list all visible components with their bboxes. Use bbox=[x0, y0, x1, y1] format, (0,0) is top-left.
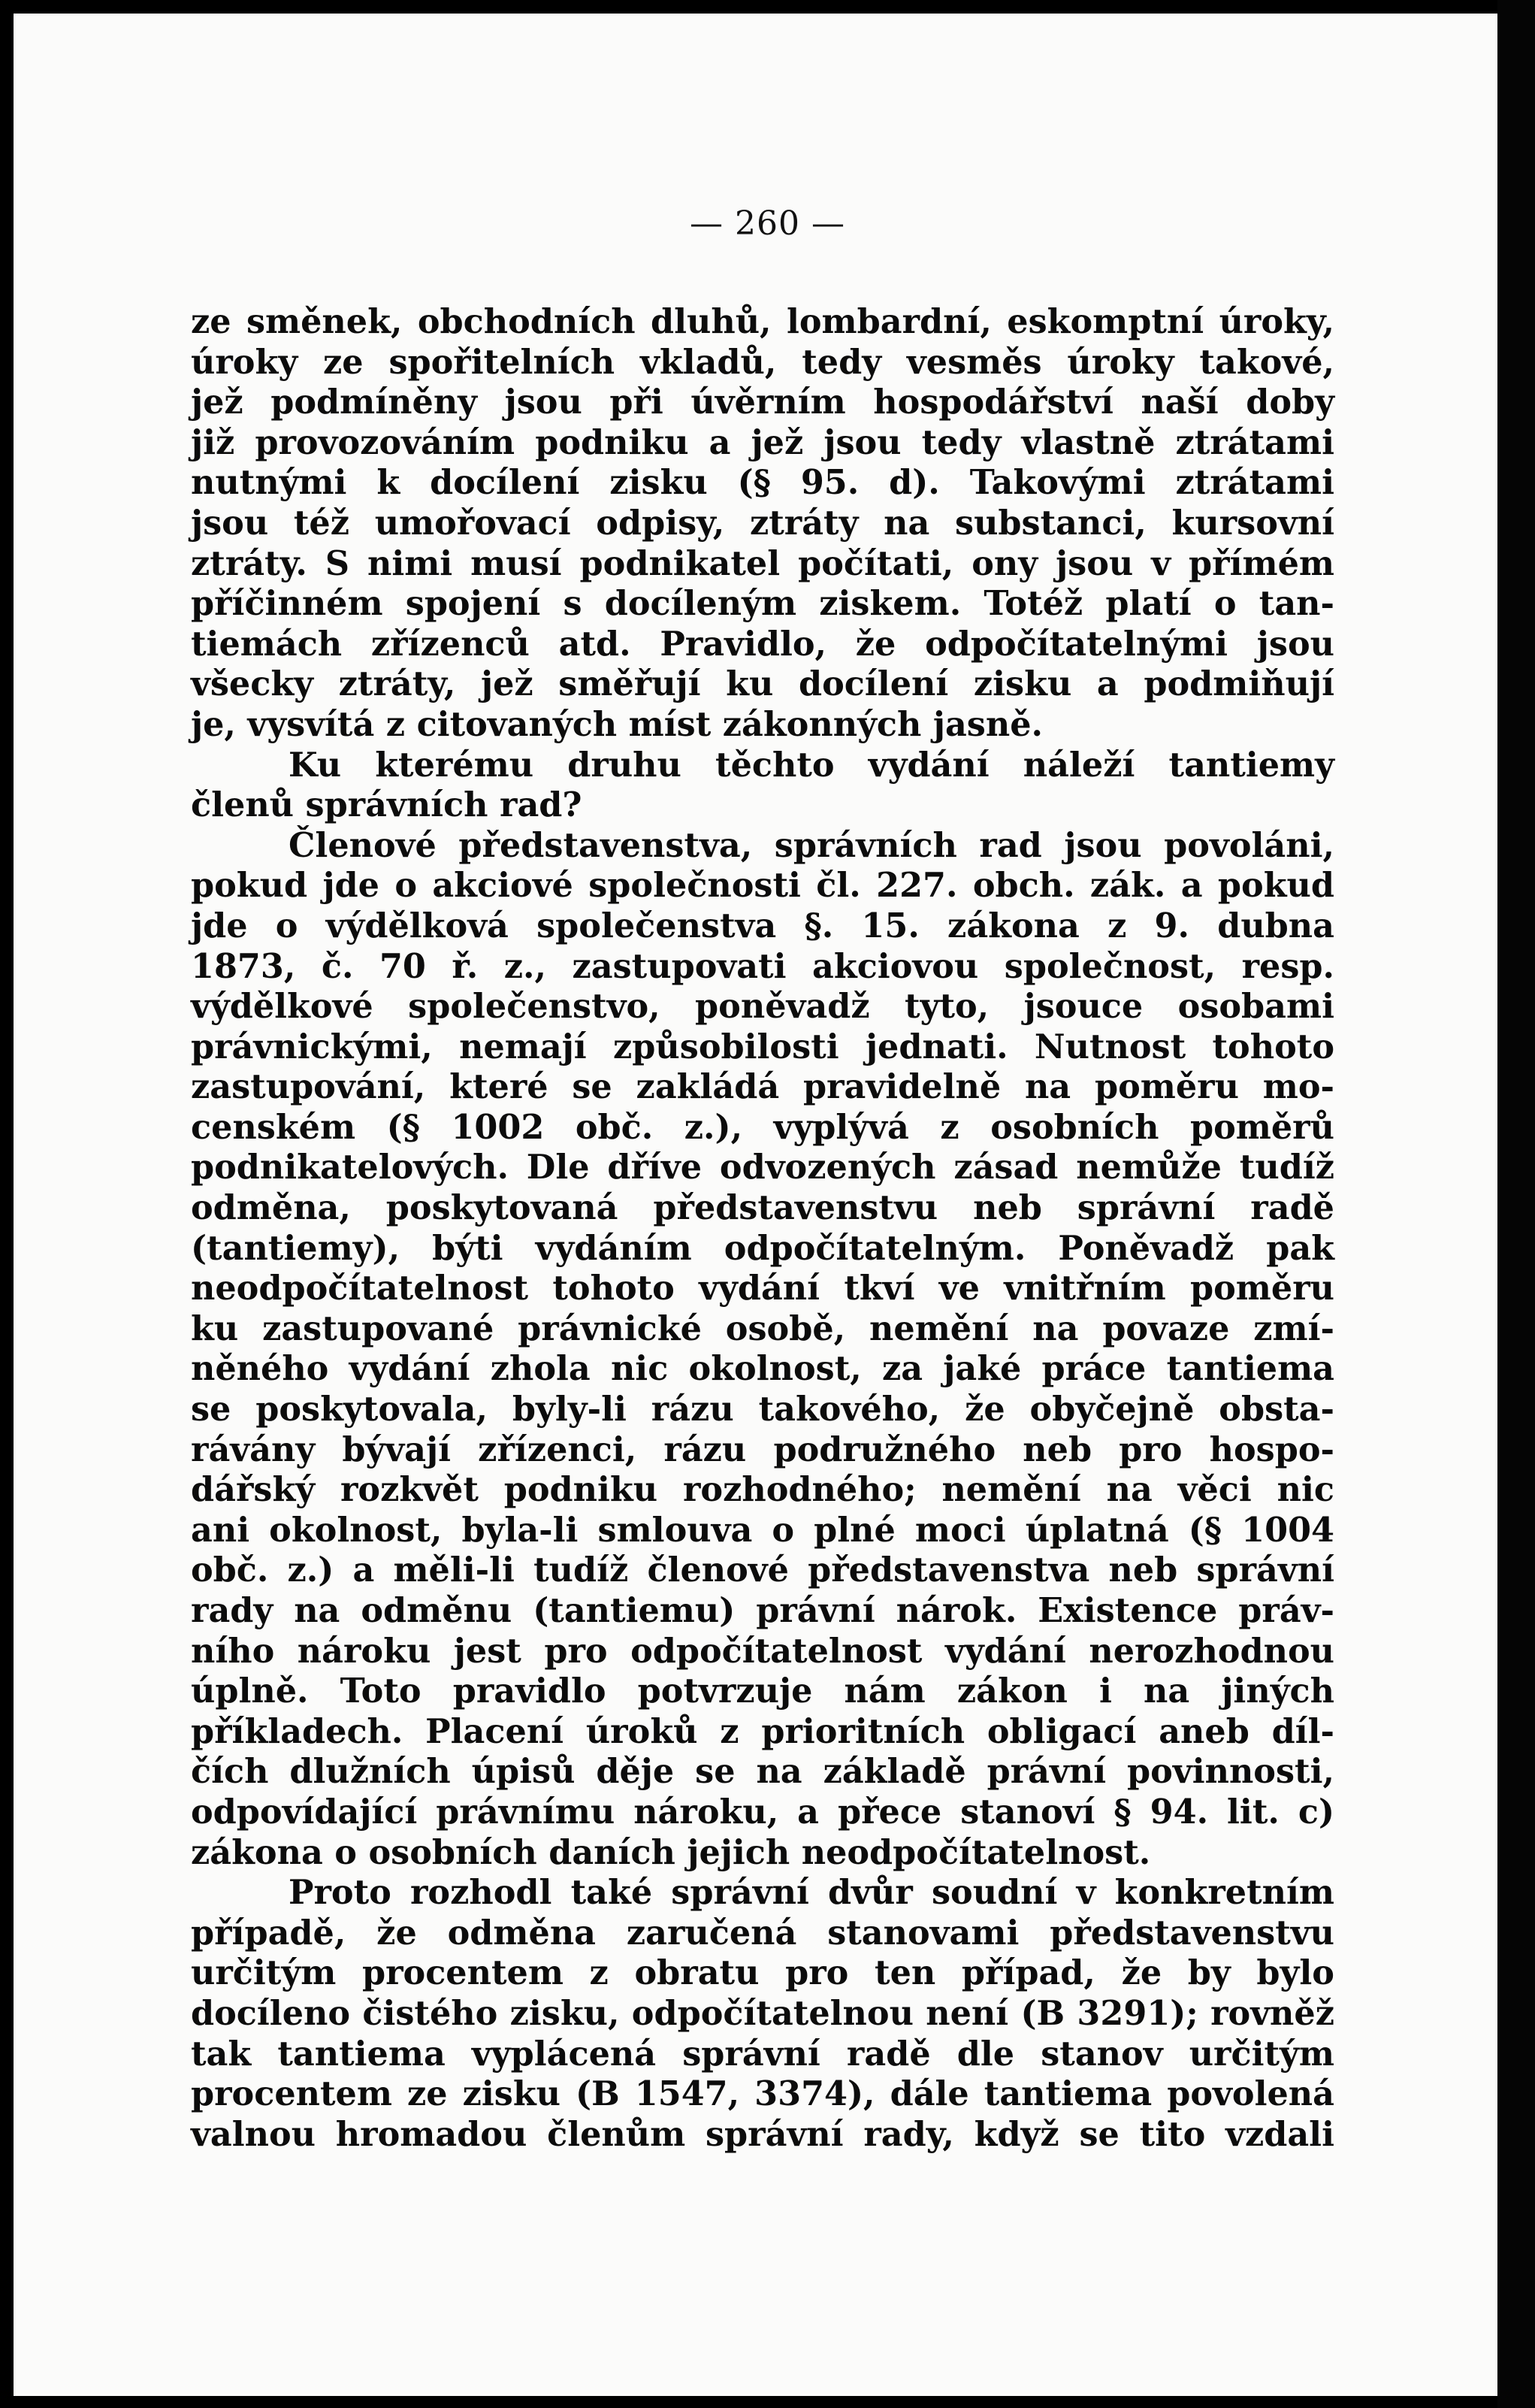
text-line: právnickými, nemají způsobilosti jednati. Nutnost tohoto bbox=[191, 1027, 1334, 1066]
text-line: (tantiemy), býti vydáním odpočítatelným. Poněvadž pak bbox=[191, 1228, 1334, 1268]
text-line: ního nároku jest pro odpočítatelnost vydání nerozhodnou bbox=[191, 1631, 1334, 1671]
text-line: jež podmíněny jsou při úvěrním hospodářství naší doby bbox=[191, 383, 1334, 422]
text-line: ani okolnost, byla-li smlouva o plné moci úplatná (§ 1004 bbox=[191, 1510, 1334, 1550]
text-line: zákona o osobních daních jejich neodpočítatelnost. bbox=[191, 1832, 1151, 1872]
text-line: určitým procentem z obratu pro ten případ, že by bylo bbox=[191, 1953, 1334, 1993]
text-line: 1873, č. 70 ř. z., zastupovati akciovou společnost, resp. bbox=[191, 946, 1334, 986]
text-line: ku zastupované právnické osobě, nemění na povaze zmí- bbox=[191, 1308, 1334, 1348]
text-line: se poskytovala, byly-li rázu takového, že obyčejně obsta- bbox=[191, 1390, 1334, 1429]
text-line: ztráty. S nimi musí podnikatel počítati, ony jsou v přímém bbox=[191, 543, 1334, 583]
text-line: neodpočítatelnost tohoto vydání tkví ve vnitřním poměru bbox=[191, 1269, 1334, 1308]
text-line: zastupování, které se zakládá pravidelně na poměru mo- bbox=[191, 1067, 1334, 1107]
text-line: čích dlužních úpisů děje se na základě právní povinnosti, bbox=[191, 1752, 1334, 1792]
text-line: cenském (§ 1002 obč. z.), vyplývá z osobních poměrů bbox=[191, 1107, 1334, 1147]
text-line: ze směnek, obchodních dluhů, lombardní, eskomptní úroky, bbox=[191, 302, 1334, 341]
text-line: je, vysvítá z citovaných míst zákonných jasně. bbox=[191, 704, 1044, 744]
text-line: příčinném spojení s docíleným ziskem. Totéž platí o tan- bbox=[191, 584, 1334, 624]
text-line: Ku kterému druhu těchto vydání náleží tantiemy bbox=[289, 745, 1334, 785]
text-line: nutnými k docílení zisku (§ 95. d). Takovými ztrátami bbox=[191, 463, 1334, 503]
text-line: příkladech. Placení úroků z prioritních obligací aneb díl- bbox=[191, 1711, 1334, 1751]
text-line: Proto rozhodl také správní dvůr soudní v konkretním bbox=[289, 1873, 1334, 1913]
text-line: pokud jde o akciové společnosti čl. 227. obch. zák. a pokud bbox=[191, 866, 1334, 906]
scan-edge bbox=[1497, 0, 1535, 2408]
text-line: docíleno čistého zisku, odpočítatelnou není (B 3291); rovněž bbox=[191, 1993, 1334, 2033]
body-text bbox=[191, 302, 1334, 2155]
page-number: — 260 — bbox=[690, 204, 845, 243]
text-line: odměna, poskytovaná představenstvu neb správní radě bbox=[191, 1188, 1334, 1228]
text-line: valnou hromadou členům správní rady, když se tito vzdali bbox=[191, 2114, 1334, 2154]
text-line: výdělkové společenstvo, poněvadž tyto, jsouce osobami bbox=[191, 987, 1334, 1027]
text-line: jsou též umořovací odpisy, ztráty na substanci, kursovní bbox=[191, 503, 1334, 543]
text-line: procentem ze zisku (B 1547, 3374), dále tantiema povolená bbox=[191, 2074, 1334, 2114]
text-line: dářský rozkvět podniku rozhodného; nemění na věci nic bbox=[191, 1470, 1334, 1510]
text-line: případě, že odměna zaručená stanovami představenstvu bbox=[191, 1913, 1334, 1953]
text-line: již provozováním podniku a jež jsou tedy vlastně ztrátami bbox=[191, 422, 1334, 462]
text-line: všecky ztráty, jež směřují ku docílení zisku a podmiňují bbox=[191, 664, 1334, 704]
text-line: Členové představenstva, správních rad jsou povoláni, bbox=[289, 825, 1334, 865]
text-line: obč. z.) a měli-li tudíž členové představenstva neb správní bbox=[191, 1550, 1334, 1590]
text-line: jde o výdělková společenstva §. 15. zákona z 9. dubna bbox=[191, 906, 1334, 945]
text-line: odpovídající právnímu nároku, a přece stanoví § 94. lit. c) bbox=[191, 1792, 1334, 1832]
text-line: úplně. Toto pravidlo potvrzuje nám zákon i na jiných bbox=[191, 1671, 1334, 1711]
text-line: tiemách zřízenců atd. Pravidlo, že odpočítatelnými jsou bbox=[191, 624, 1334, 664]
text-line: něného vydání zhola nic okolnost, za jaké práce tantiema bbox=[191, 1349, 1334, 1389]
text-line: tak tantiema vyplácená správní radě dle stanov určitým bbox=[191, 2034, 1334, 2074]
text-line: členů správních rad? bbox=[191, 785, 582, 825]
text-line: rávány bývají zřízenci, rázu podružného neb pro hospo- bbox=[191, 1429, 1334, 1469]
text-line: úroky ze spořitelních vkladů, tedy vesměs úroky takové, bbox=[191, 342, 1334, 382]
text-line: podnikatelových. Dle dříve odvozených zásad nemůže tudíž bbox=[191, 1148, 1334, 1187]
text-line: rady na odměnu (tantiemu) právní nárok. Existence práv- bbox=[191, 1591, 1334, 1630]
